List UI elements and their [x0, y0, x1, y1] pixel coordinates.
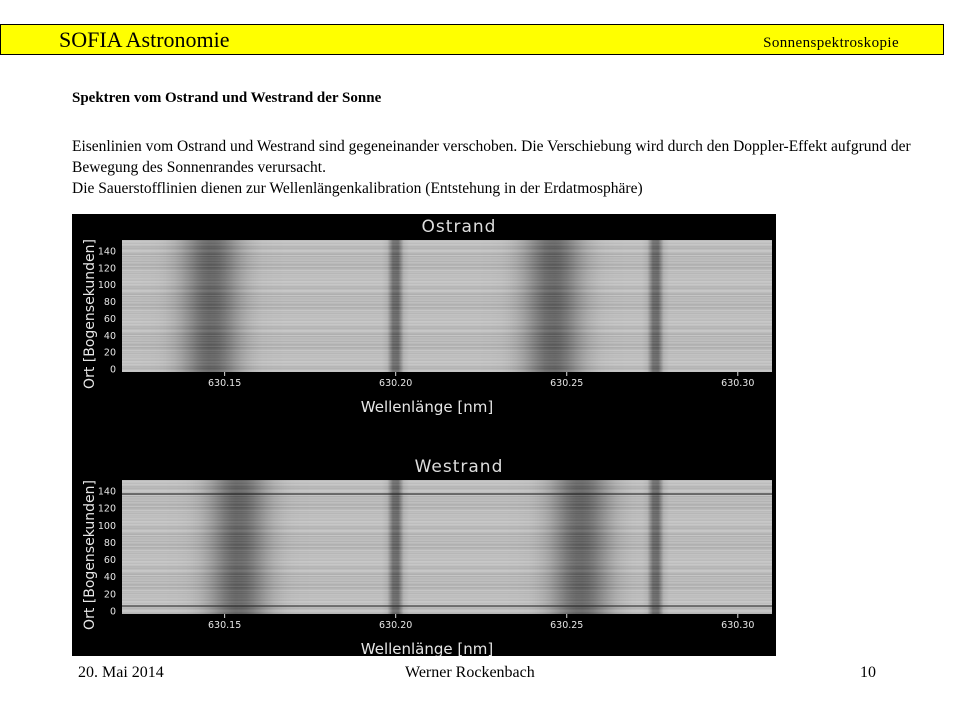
page-number: 10	[860, 664, 876, 681]
y-tick-label: 40	[103, 330, 116, 342]
slide-body	[72, 136, 912, 199]
body-paragraph: Die Sauerstofflinien dienen zur Wellenlängenkalibration (Entstehung in der Erdatmosphäre)	[72, 180, 643, 197]
y-tick-label: 0	[109, 606, 116, 618]
y-tick-label: 140	[97, 246, 116, 258]
title-banner	[0, 24, 944, 55]
y-tick-label: 120	[97, 503, 116, 515]
y-tick-label: 40	[103, 572, 116, 584]
presentation-title: SOFIA Astronomie	[59, 27, 230, 52]
y-tick-label: 140	[97, 486, 116, 498]
y-tick-label: 80	[103, 297, 116, 309]
spectra-figure	[72, 214, 776, 656]
section-subtitle: Sonnenspektroskopie	[763, 35, 899, 51]
slide-heading: Spektren vom Ostrand und Westrand der Sonne	[72, 90, 382, 106]
x-tick-label: 630.25	[550, 620, 584, 631]
x-tick-label: 630.20	[379, 620, 413, 631]
y-axis-label: Ort [Bogensekunden]	[82, 239, 98, 389]
y-tick-label: 20	[103, 347, 116, 359]
x-axis-label: Wellenlänge [nm]	[360, 640, 494, 656]
x-tick-label: 630.30	[721, 620, 755, 631]
x-tick-label: 630.25	[550, 378, 584, 389]
y-tick-label: 120	[97, 263, 116, 275]
x-tick-label: 630.20	[379, 378, 413, 389]
y-tick-label: 100	[97, 520, 116, 532]
y-tick-label: 80	[103, 537, 116, 549]
y-tick-label: 20	[103, 589, 116, 601]
spectra-image	[72, 214, 776, 656]
y-tick-label: 100	[97, 280, 116, 292]
x-axis-label: Wellenlänge [nm]	[360, 398, 494, 416]
y-tick-label: 60	[103, 555, 116, 567]
spectrum-noise	[122, 480, 772, 614]
y-axis-label: Ort [Bogensekunden]	[82, 480, 98, 630]
x-tick-label: 630.30	[721, 378, 755, 389]
footer-date: 20. Mai 2014	[78, 664, 164, 681]
x-tick-label: 630.15	[208, 620, 242, 631]
x-tick-label: 630.15	[208, 378, 242, 389]
panel-title: Westrand	[414, 457, 504, 477]
footer-author: Werner Rockenbach	[405, 664, 535, 681]
panel-title: Ostrand	[421, 217, 497, 237]
y-tick-label: 60	[103, 313, 116, 325]
y-tick-label: 0	[109, 364, 116, 376]
body-paragraph: Eisenlinien vom Ostrand und Westrand sind gegeneinander verschoben. Die Verschiebung wird durch den Doppler-Effekt aufgrund der Bewegung des Sonnenrandes verursacht.	[72, 138, 911, 176]
spectrum-noise	[122, 240, 772, 372]
